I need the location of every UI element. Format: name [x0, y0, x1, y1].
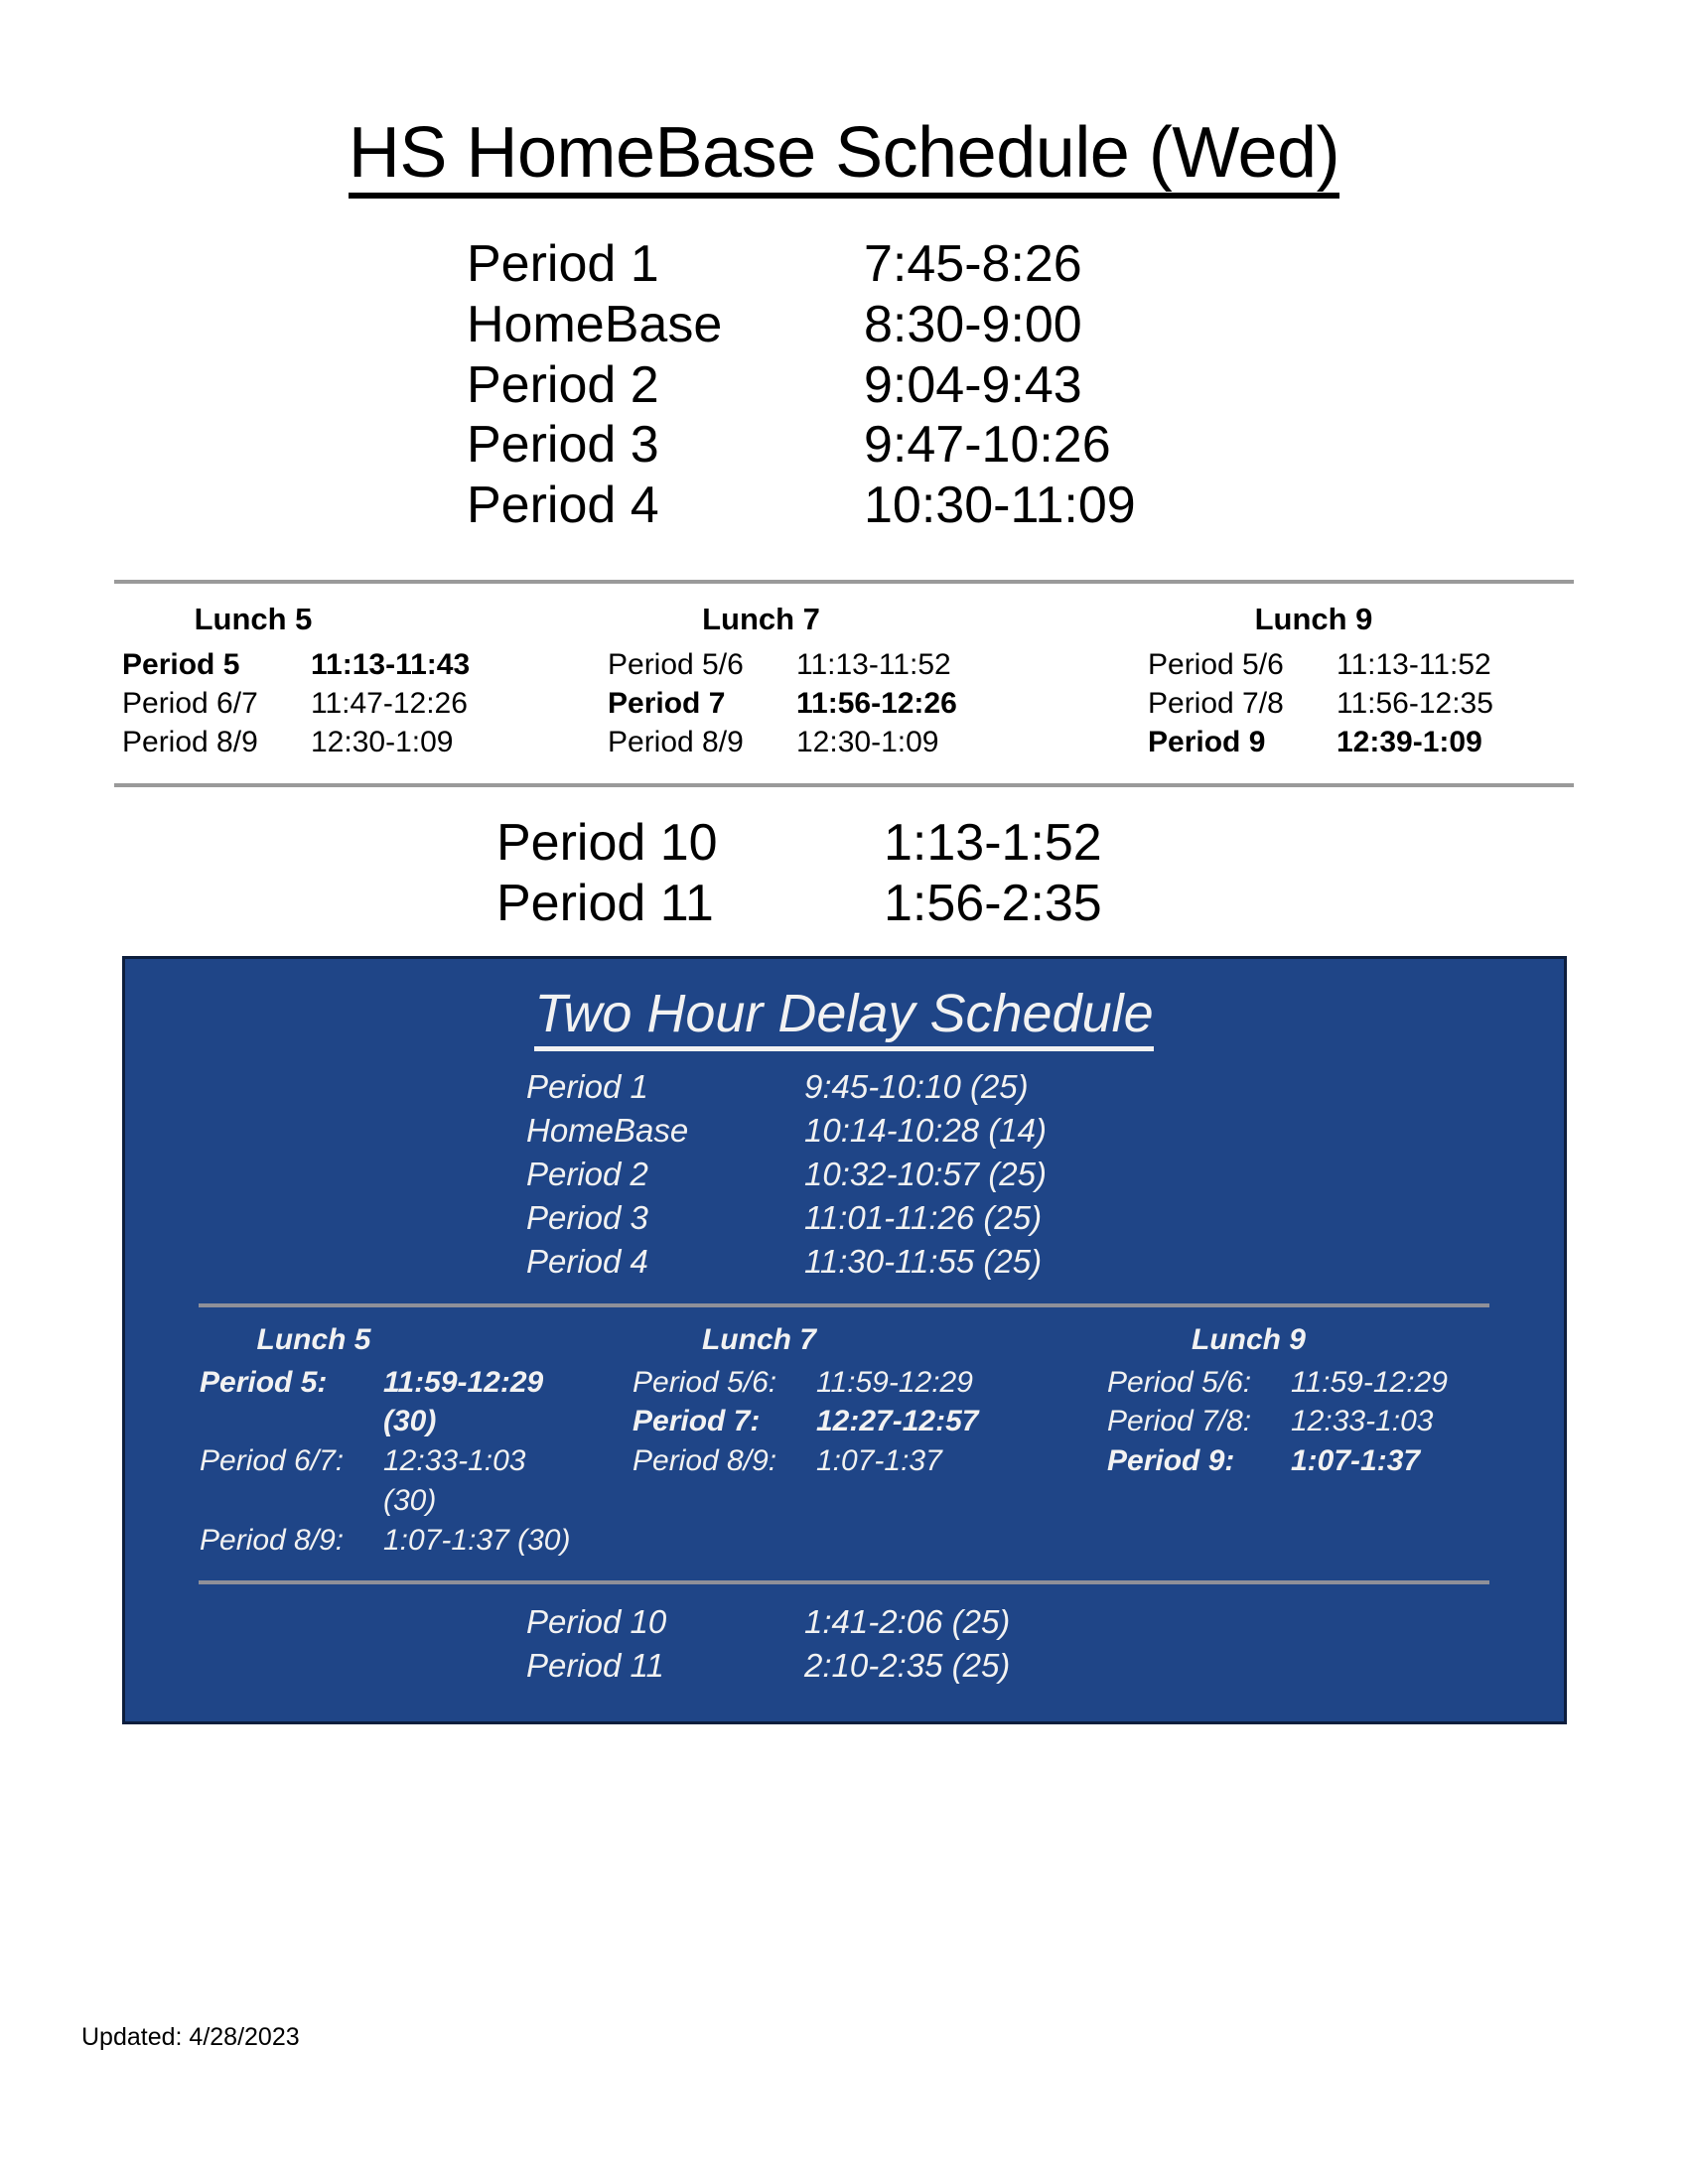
period-time: 11:01-11:26 (25): [804, 1198, 1043, 1236]
period-label: Period 5/6: [1148, 648, 1284, 682]
lunch-column-title: Lunch 9: [1191, 1322, 1306, 1356]
period-time: 7:45-8:26: [864, 235, 1082, 293]
schedule-row: [496, 813, 1192, 874]
period-label: Period 7: [608, 687, 726, 721]
page-title: [0, 0, 1688, 199]
period-label: HomeBase: [467, 295, 723, 353]
period-label: Period 4: [526, 1242, 648, 1280]
schedule-row: [467, 295, 1221, 355]
period-label: Period 5: [122, 648, 240, 682]
schedule-row: [526, 1153, 1162, 1196]
period-label: Period 8/9:: [200, 1524, 345, 1558]
period-time: 1:07-1:37: [816, 1444, 942, 1478]
period-time: 11:13-11:52: [796, 648, 951, 682]
delay-divider-above-lunches: [199, 1303, 1489, 1307]
period-time: 12:39-1:09: [1336, 726, 1482, 759]
period-label: Period 5/6:: [633, 1365, 777, 1399]
period-label: HomeBase: [526, 1112, 689, 1150]
period-label: Period 2: [526, 1155, 648, 1192]
updated-footer: Updated: 4/28/2023: [81, 2023, 300, 2051]
lunch-row: [200, 1521, 587, 1561]
period-label: Period 7:: [633, 1405, 761, 1438]
lunch-column-9: [1034, 602, 1574, 761]
schedule-row: [526, 1644, 1162, 1688]
schedule-row: [496, 874, 1192, 934]
lunch-row: [1107, 1402, 1494, 1441]
period-label: Period 4: [467, 477, 659, 535]
lunch-row: [633, 1363, 1020, 1403]
delay-divider-below-lunches: [199, 1580, 1489, 1584]
period-time: 11:59-12:29 (30): [383, 1365, 544, 1438]
delay-panel-title: [125, 985, 1564, 1051]
schedule-row: [467, 355, 1221, 416]
divider-above-lunches: [114, 580, 1574, 584]
period-time: 11:13-11:52: [1336, 648, 1491, 682]
delay-lunch-columns: [194, 1323, 1494, 1561]
lunch-column-title: Lunch 9: [1254, 602, 1373, 637]
period-label: Period 11: [496, 874, 714, 932]
lunch-row: [1148, 723, 1574, 761]
schedule-row: [526, 1196, 1162, 1240]
period-time: 11:47-12:26: [311, 687, 468, 721]
period-label: Period 5/6:: [1107, 1365, 1252, 1399]
period-time: 2:10-2:35 (25): [804, 1646, 1011, 1684]
schedule-row: [467, 234, 1221, 295]
schedule-row: [526, 1065, 1162, 1109]
period-time: 1:56-2:35: [884, 874, 1102, 932]
lunch-column-title: Lunch 5: [194, 602, 313, 637]
period-time: 1:07-1:37 (30): [383, 1524, 571, 1558]
period-label: Period 7/8:: [1107, 1405, 1252, 1438]
period-label: Period 11: [526, 1646, 664, 1684]
period-time: 10:30-11:09: [864, 477, 1136, 535]
lunch-column-7: [548, 602, 1034, 761]
delay-afternoon-schedule: [125, 1600, 1564, 1688]
period-time: 12:27-12:57: [816, 1405, 979, 1438]
delay-lunch-column-7: [587, 1323, 1020, 1561]
delay-lunch-column-9: [1020, 1323, 1494, 1561]
period-label: Period 6/7:: [200, 1444, 345, 1478]
delay-panel-title-text: Two Hour Delay Schedule: [534, 985, 1153, 1051]
period-label: Period 5:: [200, 1365, 328, 1399]
period-label: Period 3: [526, 1198, 648, 1236]
schedule-row: [526, 1240, 1162, 1284]
period-label: Period 10: [526, 1603, 667, 1641]
lunch-row: [608, 723, 1034, 761]
lunch-row: [633, 1402, 1020, 1441]
period-label: Period 5/6: [608, 648, 744, 682]
lunch-row: [633, 1441, 1020, 1481]
period-label: Period 10: [496, 814, 718, 873]
delay-morning-schedule: [125, 1065, 1564, 1283]
lunch-row: [1107, 1441, 1494, 1481]
period-time: 9:45-10:10 (25): [804, 1068, 1029, 1106]
regular-lunch-columns: [114, 602, 1574, 761]
lunch-row: [1107, 1363, 1494, 1403]
period-time: 1:41-2:06 (25): [804, 1603, 1011, 1641]
period-time: 11:59-12:29: [1291, 1365, 1448, 1399]
lunch-row: [122, 645, 548, 684]
divider-below-lunches: [114, 783, 1574, 787]
lunch-row: [608, 645, 1034, 684]
period-label: Period 9: [1148, 726, 1266, 759]
period-time: 1:07-1:37: [1291, 1444, 1421, 1478]
period-label: Period 8/9: [608, 726, 744, 759]
period-label: Period 3: [467, 416, 659, 475]
lunch-row: [122, 684, 548, 723]
period-time: 11:13-11:43: [311, 648, 471, 682]
period-time: 11:56-12:35: [1336, 687, 1493, 721]
period-label: Period 7/8: [1148, 687, 1284, 721]
lunch-column-title: Lunch 7: [702, 602, 820, 637]
period-time: 9:47-10:26: [864, 416, 1111, 475]
period-label: Period 8/9: [122, 726, 258, 759]
lunch-row: [200, 1441, 587, 1521]
period-time: 12:33-1:03: [1291, 1405, 1434, 1438]
delay-lunch-column-5: [194, 1323, 587, 1561]
schedule-row: [467, 415, 1221, 476]
period-label: Period 8/9:: [633, 1444, 777, 1478]
period-label: Period 2: [467, 355, 659, 414]
schedule-row: [526, 1109, 1162, 1153]
period-label: Period 1: [526, 1068, 648, 1106]
page-title-text: HS HomeBase Schedule (Wed): [349, 117, 1339, 199]
period-label: Period 6/7: [122, 687, 258, 721]
period-time: 9:04-9:43: [864, 355, 1082, 414]
two-hour-delay-panel: [122, 956, 1567, 1724]
period-time: 12:30-1:09: [311, 726, 454, 759]
schedule-row: [526, 1600, 1162, 1644]
period-time: 8:30-9:00: [864, 295, 1082, 353]
lunch-column-5: [114, 602, 548, 761]
lunch-column-title: Lunch 7: [701, 1322, 816, 1356]
lunch-row: [200, 1363, 587, 1442]
regular-morning-schedule: [0, 234, 1688, 536]
lunch-row: [1148, 645, 1574, 684]
period-time: 10:32-10:57 (25): [804, 1155, 1048, 1192]
period-time: 12:30-1:09: [796, 726, 939, 759]
lunch-row: [608, 684, 1034, 723]
lunch-column-title: Lunch 5: [256, 1322, 371, 1356]
period-label: Period 1: [467, 235, 659, 293]
period-time: 11:59-12:29: [816, 1365, 973, 1399]
lunch-row: [1148, 684, 1574, 723]
period-time: 12:33-1:03 (30): [383, 1444, 526, 1518]
period-time: 11:56-12:26: [796, 687, 957, 721]
lunch-row: [122, 723, 548, 761]
regular-afternoon-schedule: [0, 813, 1688, 934]
period-time: 11:30-11:55 (25): [804, 1242, 1043, 1280]
period-time: 10:14-10:28 (14): [804, 1112, 1048, 1150]
period-label: Period 9:: [1107, 1444, 1235, 1478]
schedule-row: [467, 476, 1221, 536]
period-time: 1:13-1:52: [884, 814, 1102, 873]
